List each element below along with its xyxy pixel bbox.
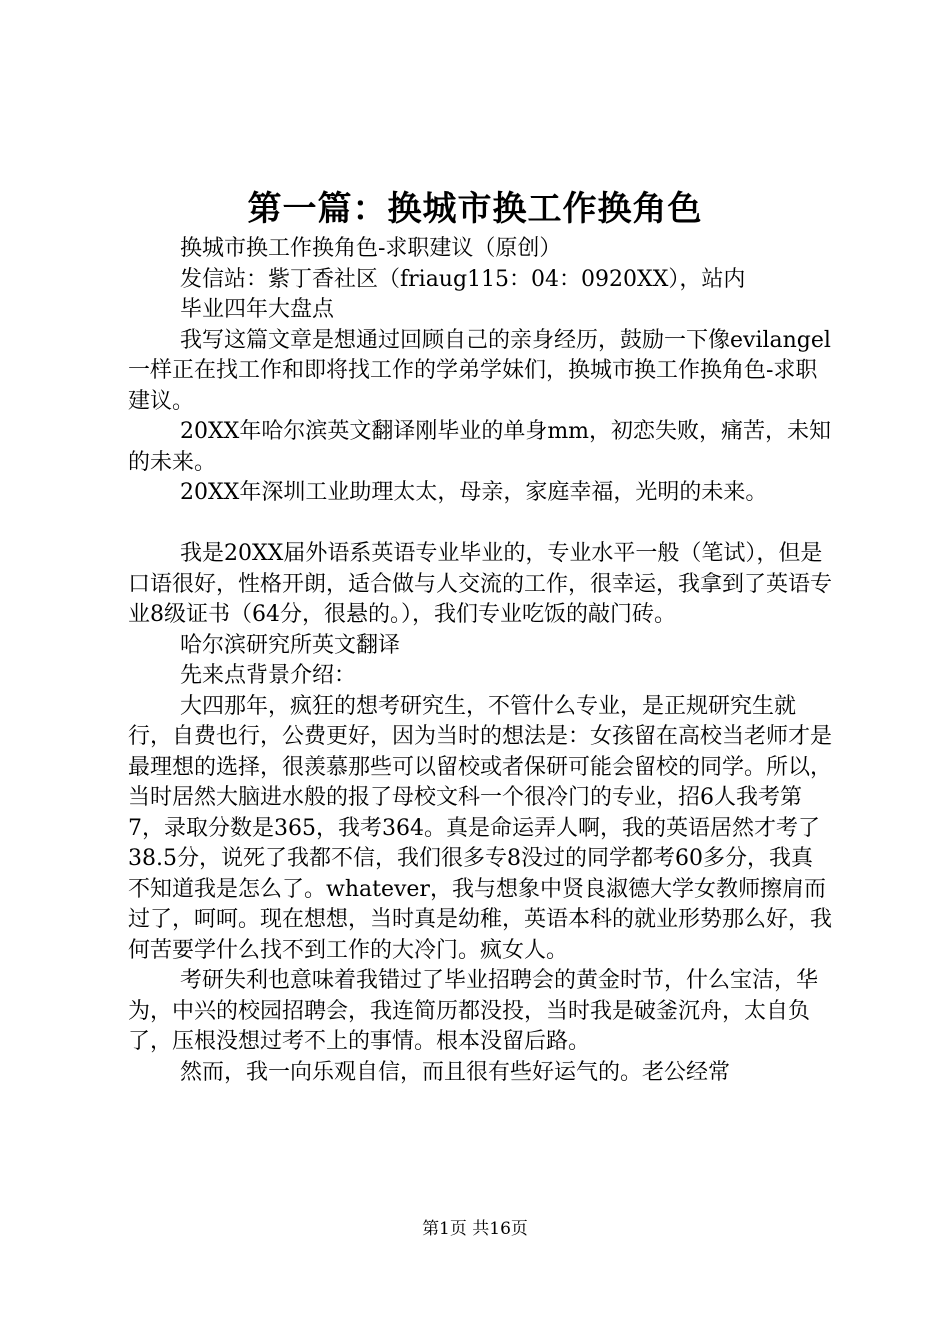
document-body xyxy=(128,234,833,1088)
paragraph: 毕业四年大盘点 xyxy=(180,297,335,322)
paragraph: 大四那年，疯狂的想考研究生，不管什么专业，是正规研究生就行，自费也行，公费更好，因为当时的想法是：女孩留在高校当老师才是最理想的选择，很羡慕那些可以留校或者保研可能会留校的同学。所以，当时居然大脑进水般的报了母校文科一个很冷门的专业，招6人我考第7，录取分数是365，我考364。真是命运弄人啊，我的英语居然才考了38.5分，说死了我都不信，我们很多专8没过的同学都考60多分，我真不知道我是怎么了。whatever，我与想象中贤良淑德大学女教师擦肩而过了，呵呵。现在想想，当时真是幼稚，英语本科的就业形势那么好，我何苦要学什么找不到工作的大冷门。疯女人。 xyxy=(128,693,833,963)
paragraph: 我是20XX届外语系英语专业毕业的，专业水平一般（笔试），但是口语很好，性格开朗，适合做与人交流的工作，很幸运，我拿到了英语专业8级证书（64分，很悬的。），我们专业吃饭的敲门砖。 xyxy=(128,541,833,627)
paragraph: 20XX年哈尔滨英文翻译刚毕业的单身mm，初恋失败，痛苦，未知的未来。 xyxy=(128,419,832,475)
paragraph: 20XX年深圳工业助理太太，母亲，家庭幸福，光明的未来。 xyxy=(180,480,768,505)
paragraph: 考研失利也意味着我错过了毕业招聘会的黄金时节，什么宝洁，华为，中兴的校园招聘会，我连简历都没投，当时我是破釜沉舟，太自负了，压根没想过考不上的事情。根本没留后路。 xyxy=(128,968,819,1054)
paragraph: 然而，我一向乐观自信，而且很有些好运气的。老公经常 xyxy=(180,1059,731,1085)
document-title: 第一篇：换城市换工作换角色 xyxy=(247,189,703,229)
paragraph: 发信站：紫丁香社区（friaug115：04：0920XX），站内 xyxy=(180,266,746,292)
paragraph: 我写这篇文章是想通过回顾自己的亲身经历，鼓励一下像evilangel一样正在找工作和即将找工作的学弟学妹们，换城市换工作换角色-求职建议。 xyxy=(128,327,831,414)
blank-line xyxy=(128,509,833,540)
paragraph: 哈尔滨研究所英文翻译 xyxy=(180,632,401,658)
paragraph: 换城市换工作换角色-求职建议（原创） xyxy=(180,236,562,261)
paragraph: 先来点背景介绍： xyxy=(180,663,357,688)
page-footer: 第1页 共16页 xyxy=(422,1219,528,1239)
